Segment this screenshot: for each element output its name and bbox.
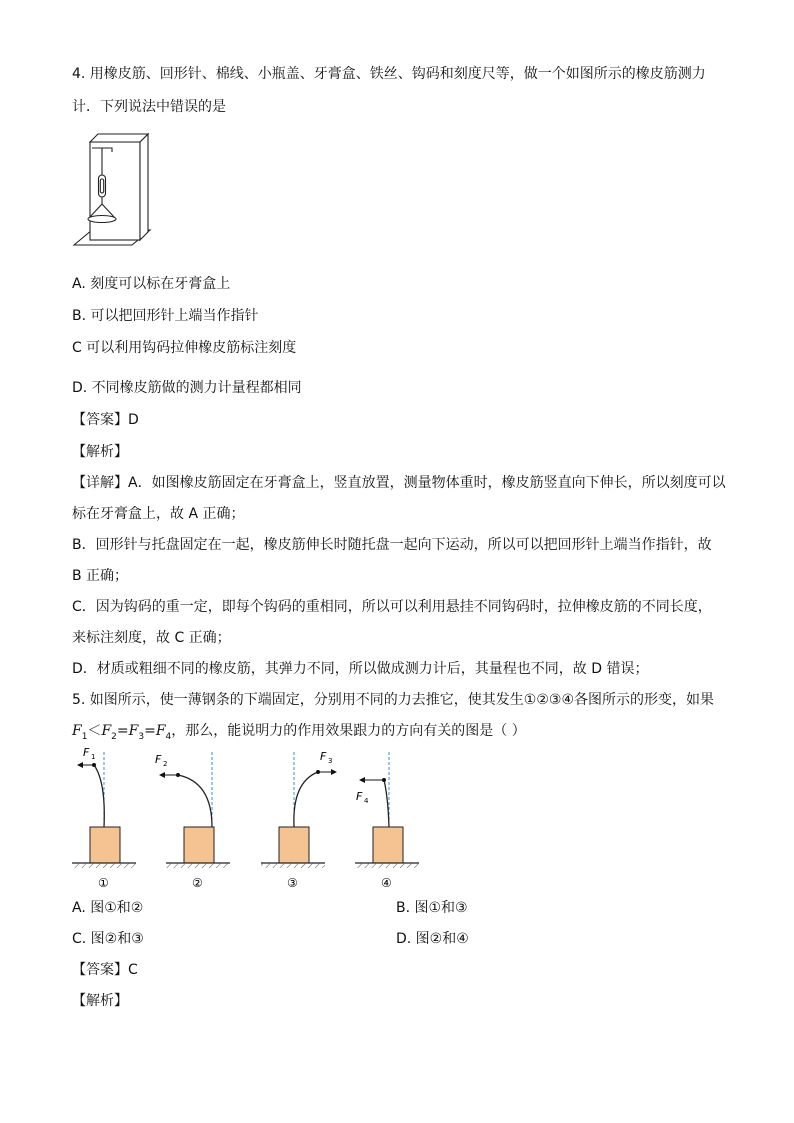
q4-detail-line7: D．材质或粗细不同的橡皮筋，其弹力不同，所以做成测力计后，其量程也不同，故 D 错误； xyxy=(72,661,649,677)
force-label-4: F xyxy=(356,790,363,803)
q5-f4-sub: 4 xyxy=(165,731,172,742)
force-sub-3: 3 xyxy=(328,757,333,765)
figure-label-2: ② xyxy=(192,876,203,890)
q5-steel-strip-figure xyxy=(66,742,436,894)
force-label-2: F xyxy=(155,753,162,766)
q5-f1-sub: 1 xyxy=(81,731,88,742)
q4-option-d: D. 不同橡皮筋做的测力计量程都相同 xyxy=(72,380,302,396)
q5-option-b: B. 图①和③ xyxy=(396,900,468,916)
q4-analysis-label: 【解析】 xyxy=(72,444,128,460)
q5-option-a: A. 图①和② xyxy=(72,900,144,916)
q5-f2: F xyxy=(101,723,112,739)
q4-detail-line6: 来标注刻度，故 C 正确； xyxy=(72,630,231,646)
q4-detail-line5: C．因为钩码的重一定，即每个钩码的重相同，所以可以利用悬挂不同钩码时，拉伸橡皮筋的不同长度， xyxy=(72,599,712,615)
q5-stem-line1: 5. 如图所示，使一薄钢条的下端固定，分别用不同的力去推它，使其发生①②③④各图所示的形变，如果 xyxy=(72,692,715,708)
q5-answer: 【答案】C xyxy=(72,962,138,978)
q4-dynamometer-figure xyxy=(72,130,152,255)
q4-detail-line3: B．回形针与托盘固定在一起，橡皮筋伸长时随托盘一起向下运动，所以可以把回形针上端当作指针，故 xyxy=(72,537,712,553)
q5-op1: ＜ xyxy=(87,723,102,739)
force-sub-1: 1 xyxy=(91,753,96,761)
figure-label-3: ③ xyxy=(287,876,298,890)
diagram-1 xyxy=(72,746,136,890)
figure-label-1: ① xyxy=(98,876,109,890)
q5-f1: F xyxy=(72,723,82,739)
q4-detail-line2: 标在牙膏盒上，故 A 正确； xyxy=(72,506,245,522)
q5-stem-tail: ，那么，能说明力的作用效果跟力的方向有关的图是（ ） xyxy=(171,723,526,739)
diagram-4 xyxy=(355,752,419,890)
q4-option-c: C 可以利用钩码拉伸橡皮筋标注刻度 xyxy=(72,340,297,356)
q5-option-c: C. 图②和③ xyxy=(72,931,144,947)
q5-op2: = xyxy=(116,723,129,739)
q4-stem-line2: 计．下列说法中错误的是 xyxy=(72,99,226,115)
q4-detail-line1: 【详解】A．如图橡皮筋固定在牙膏盒上，竖直放置，测量物体重时，橡皮筋竖直向下伸长，所以刻度可以 xyxy=(72,475,726,491)
q5-op3: = xyxy=(144,723,156,739)
force-label-3: F xyxy=(320,750,327,763)
q5-f2-sub: 2 xyxy=(111,731,117,742)
q4-detail-line4: B 正确； xyxy=(72,568,129,584)
q5-f3: F xyxy=(128,723,139,739)
force-label-1: F xyxy=(83,746,90,759)
diagram-3 xyxy=(261,750,336,890)
figure-label-4: ④ xyxy=(381,876,392,890)
q5-analysis-label: 【解析】 xyxy=(72,993,128,1009)
q4-answer: 【答案】D xyxy=(72,412,139,428)
force-sub-2: 2 xyxy=(163,760,168,768)
diagram-2 xyxy=(155,752,230,890)
force-sub-4: 4 xyxy=(364,797,369,805)
q5-f3-sub: 3 xyxy=(138,731,145,742)
q5-f4: F xyxy=(155,723,166,739)
q5-option-d: D. 图②和④ xyxy=(396,931,469,947)
q4-option-a: A. 刻度可以标在牙膏盒上 xyxy=(72,276,231,292)
q4-stem-line1: 4. 用橡皮筋、回形针、棉线、小瓶盖、牙膏盒、铁丝、钩码和刻度尺等，做一个如图所示的橡皮筋测力 xyxy=(72,66,706,82)
q4-option-b: B. 可以把回形针上端当作指针 xyxy=(72,308,259,324)
